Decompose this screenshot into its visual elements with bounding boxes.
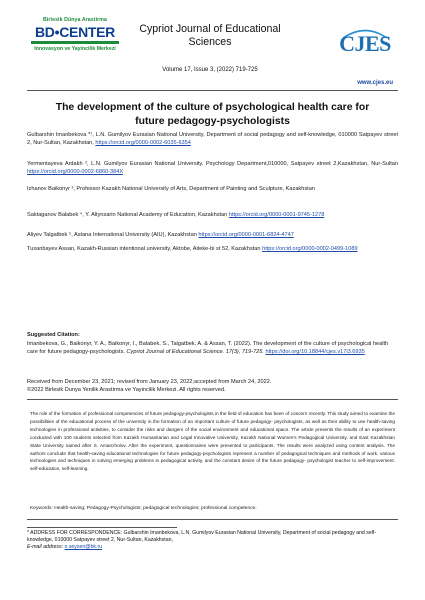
journal-volume: Volume 17, Issue 3, (2022) 719-725 xyxy=(162,67,258,73)
author-entry-5 xyxy=(27,231,398,239)
citation-journal: Cypriot Journal of Educational Science. 17(3), 719-725. xyxy=(126,349,264,356)
publisher-logo-line3: Innovasyon ve Yayincilik Merkezi xyxy=(34,46,116,52)
header-divider xyxy=(27,90,398,91)
author-2-orcid-link[interactable]: https://orcid.org/0000-0002-6860-384X xyxy=(27,169,124,176)
copyright-notice: ©2022 Birlesik Dunya Yenilik Arastirma ve Yayincilik Merkezi. All rights reserved. xyxy=(27,387,226,394)
author-entry-1 xyxy=(27,131,398,148)
keywords: Keywords: Health-saving; Pedagogy-Psychologists; pedagogical technologies; professional competence. xyxy=(30,506,257,511)
author-4-orcid-link[interactable]: https://orcid.org/0000-0001-9745-1278 xyxy=(228,212,325,218)
footnote-divider xyxy=(27,527,177,528)
publisher-logo-name: BD•CENTER xyxy=(35,24,115,40)
author-entry-6 xyxy=(27,245,398,253)
citation-doi-link[interactable]: https://doi.org/10.18844/cjes.v17i3.6935 xyxy=(265,349,365,356)
cjes-logo-text: CJES xyxy=(339,31,391,56)
abstract-text: The role of the formation of professional competencies of future pedagogy-psychologists in the field of education has been of concern recently. This study aimed to examine the possibilities of the educational process of the university in the formation of an important culture of future pedagogy- psychologists, as well as their ability to use health-saving technologies in professional activities, to consider the risks and dangers of the social environment and educational space. The article presents the results of an experiment conducted with 100 students selected from Kazakh Humanitarian and Legal Innovative University, Kazakh National Women's Pedagogical University, and East Kazakhstan State University named after S. Amanzholov. After the experiment, questionnaires were presented to participants. The results were analyzed using content analysis. The authors conclude that health-saving educational technologies for future pedagogy-psychologists represent a number of pedagogical techniques and methods of work. various technologies and techniques in solving emerging problems in pedagogical activity, and the constant desire of the future pedagogy- psychologist teacher to self-improvement. self-education, self-learning. xyxy=(30,411,395,472)
author-5-orcid-link[interactable]: https://orcid.org/0000-0001-6824-4747 xyxy=(198,232,294,238)
publisher-logo-bar xyxy=(31,41,119,44)
received-dates: Received from December 23, 2021; revised from January 23, 2022;accepted from March 24, 2022. xyxy=(27,379,272,385)
email-label: E-mail address: xyxy=(27,544,64,551)
author-5-text: Aliyev Talgatbek ⁵, Astana International University (AIU), Kazakhstan xyxy=(27,232,197,238)
received-info xyxy=(27,378,398,395)
citation-heading: Suggested Citation: xyxy=(27,332,80,338)
author-entry-2 xyxy=(27,160,398,177)
abstract-top-divider xyxy=(27,399,398,400)
citation-text: Imanbekova, G., Baikonyr, Y. A., Baikonyr, I., Balabek, S., Talgatbek, A. & Assan, T. (2022). The development of the culture of psychological health care for future pedagogy-psychologists. xyxy=(27,341,389,356)
journal-website-link[interactable]: www.cjes.eu xyxy=(357,80,393,86)
author-6-orcid-link[interactable]: https://orcid.org/0000-0002-0499-1089 xyxy=(262,246,358,252)
citation-body xyxy=(27,340,398,357)
author-entry-3 xyxy=(27,185,398,193)
abstract-bottom-divider xyxy=(27,519,398,520)
publisher-logo xyxy=(27,17,123,67)
author-4-text: Saktaganov Balabek ⁴, Y. Altynsarin National Academy of Education, Kazakhstan xyxy=(27,212,228,218)
correspondence-text: * ADDRESS FOR CORRESPONDENCE: Gulbarshin Imanbekova, L.N. Gumilyov Eurasian National University, Department of social pedagogy and self-knowledge, 010000 Satpayev street 2, Nur-Sultan, Kazakhstan, xyxy=(27,530,377,544)
author-6-text: Tuxanbayev Assan, Kazakh-Russian intentional university, Aktobe, Aiteke-bi st 52, Kazakhstan xyxy=(27,246,261,252)
correspondence-footnote xyxy=(27,530,398,552)
article-title: The development of the culture of psychological health care for future pedagogy-psychologists xyxy=(55,102,370,127)
email-link[interactable]: n.seysen@bk.ru xyxy=(64,544,103,551)
author-3-text: Izhanov Baikonyr ³, Professor Kazakh National University of Arts, Department of Painting and Sculpture, Kazakhstan xyxy=(27,186,315,192)
author-2-text: Yermentayeva Ardakh ², L.N. Gumilyov Eurasian National University, Psychology Department,010000, Satpayev street 2,Kazakhstan, Nur-Sultan xyxy=(27,161,398,167)
author-1-text: Gulbarshin Imanbekova *¹, L.N. Gumilyov Eurasian National University, Department of social pedagogy and self-knowledge, 010000 Satpayev street 2, Nur-Sultan, Kazakhstan, xyxy=(27,132,398,147)
publisher-logo-line1: Birlesik Dünya Arastirma xyxy=(43,17,107,23)
cjes-logo xyxy=(338,27,392,71)
author-1-orcid-link[interactable]: https://orcid.org/0000-0002-6035-6354 xyxy=(95,140,191,147)
author-entry-4 xyxy=(27,211,398,219)
journal-title: Cypriot Journal of Educational Sciences xyxy=(139,23,281,48)
